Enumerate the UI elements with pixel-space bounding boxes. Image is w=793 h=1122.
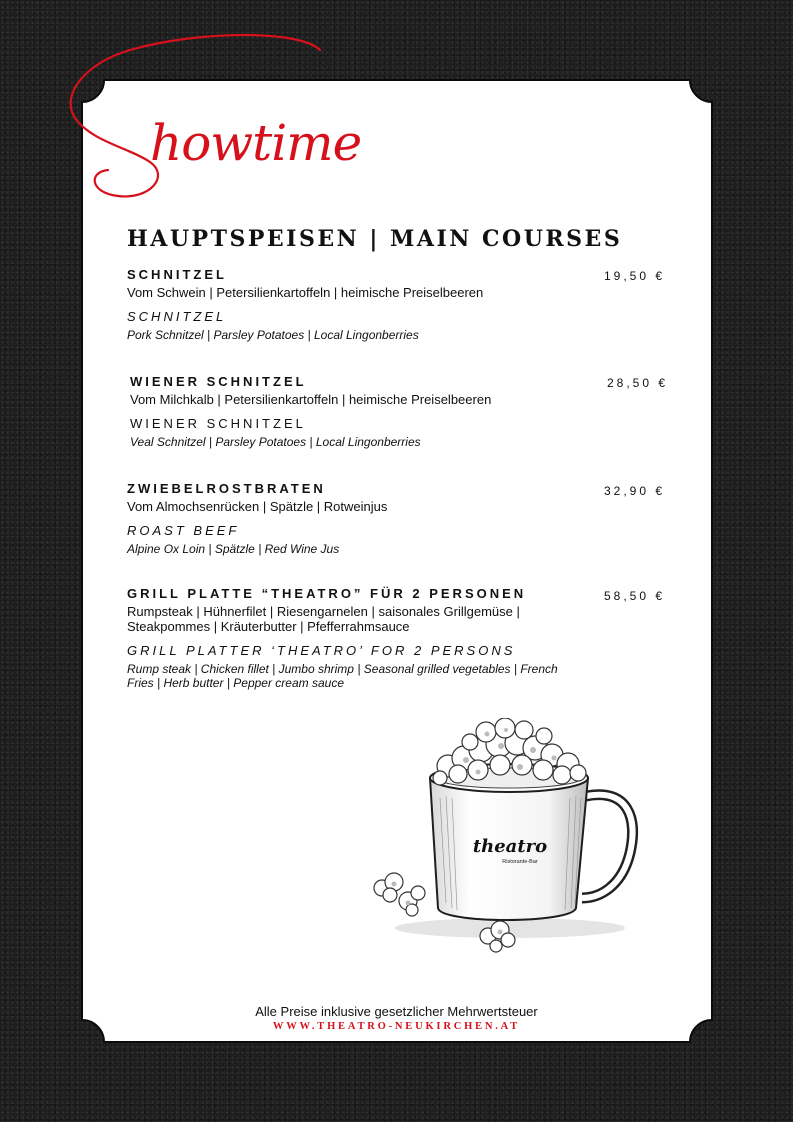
item-name: SCHNITZEL [127, 267, 227, 282]
item-price: 19,50 € [604, 269, 666, 283]
item-description: Vom Schwein | Petersilienkartoffeln | heimische Preiselbeeren [127, 285, 484, 300]
item-description: Vom Almochsenrücken | Spätzle | Rotweinjus [127, 499, 388, 514]
item-name-en: WIENER SCHNITZEL [130, 416, 306, 431]
section-heading: HAUPTSPEISEN | MAIN COURSES [127, 226, 623, 252]
popcorn-mug-illustration [360, 718, 660, 963]
brand-logo-subtext: Ristorante-Bar [502, 859, 538, 865]
menu-item-grill-platte [127, 586, 567, 690]
menu-item-schnitzel [127, 267, 597, 342]
item-price: 28,50 € [607, 376, 669, 390]
footer-vat-note: Alle Preise inklusive gesetzlicher Mehrwertsteuer [255, 1004, 538, 1019]
brand-logo-text: theatro [472, 836, 548, 857]
item-description-en: Pork Schnitzel | Parsley Potatoes | Local Lingonberries [127, 328, 419, 342]
item-name-en: GRILL PLATTER ‘THEATRO’ FOR 2 PERSONS [127, 643, 516, 658]
item-price: 32,90 € [604, 484, 666, 498]
item-name-en: ROAST BEEF [127, 523, 240, 538]
item-price: 58,50 € [604, 589, 666, 603]
item-name: GRILL PLATTE “THEATRO” FÜR 2 PERSONEN [127, 586, 527, 601]
item-description-en: Veal Schnitzel | Parsley Potatoes | Local Lingonberries [130, 435, 421, 449]
menu-item-zwiebelrostbraten [127, 481, 597, 556]
item-description: Rumpsteak | Hühnerfilet | Riesengarnelen | saisonales Grillgemüse | Steakpommes | Kräuterbutter | Pfefferrahmsauce [127, 604, 520, 634]
item-description: Vom Milchkalb | Petersilienkartoffeln | heimische Preiselbeeren [130, 392, 492, 407]
footer-website-link[interactable]: WWW.THEATRO-NEUKIRCHEN.AT [272, 1021, 521, 1032]
showtime-script-title: howtime [150, 114, 362, 172]
item-description-en: Alpine Ox Loin | Spätzle | Red Wine Jus [127, 542, 340, 556]
item-name-en: SCHNITZEL [127, 309, 227, 324]
item-name: WIENER SCHNITZEL [130, 374, 307, 389]
item-name: ZWIEBELROSTBRATEN [127, 481, 326, 496]
menu-item-wiener-schnitzel [130, 374, 600, 449]
item-description-en: Rump steak | Chicken fillet | Jumbo shrimp | Seasonal grilled vegetables | French Fries | Herb butter | Pepper cream sauce [127, 662, 558, 690]
